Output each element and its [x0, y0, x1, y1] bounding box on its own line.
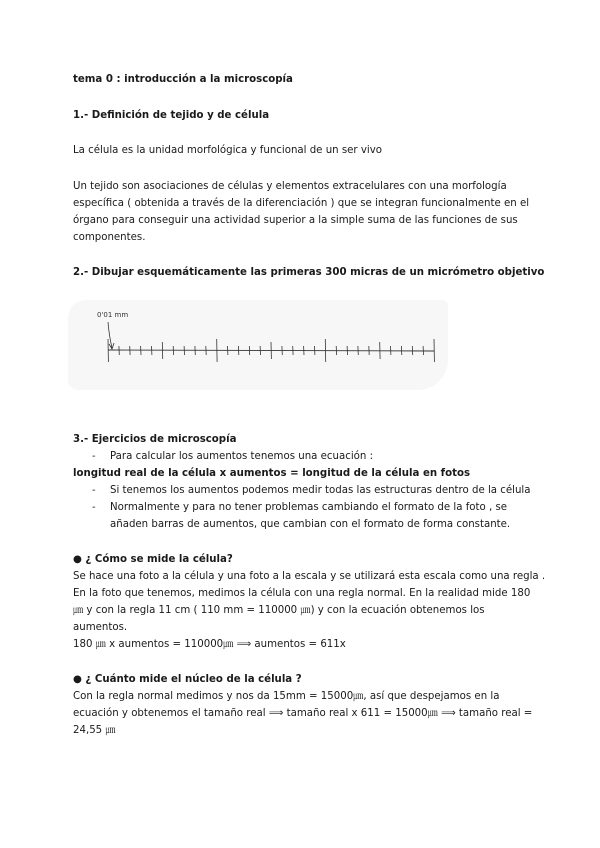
tissue-definition-line-3: órgano para conseguir una actividad superior a la simple suma de las funciones de sus	[73, 215, 518, 226]
q1-line-1: Se hace una foto a la célula y una foto a la escala y se utilizará esta escala como una regla .	[73, 571, 546, 582]
q1-line-4: aumentos.	[73, 622, 128, 633]
magnification-intro: Para calcular los aumentos tenemos una ecuación :	[110, 451, 374, 462]
micrometer-scale-drawing	[68, 300, 448, 390]
bullet-dash: -	[92, 502, 96, 513]
document-title: tema 0 : introducción a la microscopía	[73, 74, 293, 85]
pointer-arrow	[108, 322, 114, 349]
magnification-formula: longitud real de la célula x aumentos = longitud de la célula en fotos	[73, 468, 471, 479]
q2-line-2: ecuación y obtenemos el tamaño real ⟹ tamaño real x 611 = 15000㎛ ⟹ tamaño real =	[73, 708, 533, 719]
tissue-definition-line-1: Un tejido son asociaciones de células y elementos extracelulares con una morfología	[73, 181, 507, 192]
q1-line-2: En la foto que tenemos, medimos la célula con una regla normal. En la realidad mide 180	[73, 588, 531, 599]
bullet-dash: -	[92, 451, 96, 462]
section-2-heading: 2.- Dibujar esquemáticamente las primeras 300 micras de un micrómetro objetivo	[73, 267, 545, 278]
scale-label: 0'01 mm	[97, 311, 129, 319]
tissue-definition-line-4: componentes.	[73, 232, 146, 243]
q2-line-3: 24,55 ㎛	[73, 725, 116, 736]
cell-definition: La célula es la unidad morfológica y funcional de un ser vivo	[73, 145, 382, 156]
question-1-heading: ● ¿ Cómo se mide la célula?	[73, 554, 233, 565]
bullet-measure-structures: Si tenemos los aumentos podemos medir todas las estructuras dentro de la célula	[110, 485, 531, 496]
micrometer-sketch	[68, 300, 448, 390]
bullet-scale-bars-line-1: Normalmente y para no tener problemas cambiando el formato de la foto , se	[110, 502, 508, 513]
bullet-dash: -	[92, 485, 96, 496]
tissue-definition-line-2: específica ( obtenida a través de la diferenciación ) que se integran funcionalmente en el	[73, 198, 530, 209]
question-2-heading: ● ¿ Cuánto mide el núcleo de la célula ?	[73, 674, 302, 685]
section-1-heading: 1.- Definición de tejido y de célula	[73, 110, 270, 121]
bullet-scale-bars-line-2: añaden barras de aumentos, que cambian con el formato de forma constante.	[110, 519, 511, 530]
section-3-heading: 3.- Ejercicios de microscopía	[73, 434, 237, 445]
q2-line-1: Con la regla normal medimos y nos da 15mm = 15000㎛, así que despejamos en la	[73, 691, 500, 702]
q1-result: 180 ㎛ x aumentos = 110000㎛ ⟹ aumentos = 611x	[73, 639, 346, 650]
q1-line-3: ㎛ y con la regla 11 cm ( 110 mm = 110000 ㎛) y con la ecuación obtenemos los	[73, 605, 485, 616]
